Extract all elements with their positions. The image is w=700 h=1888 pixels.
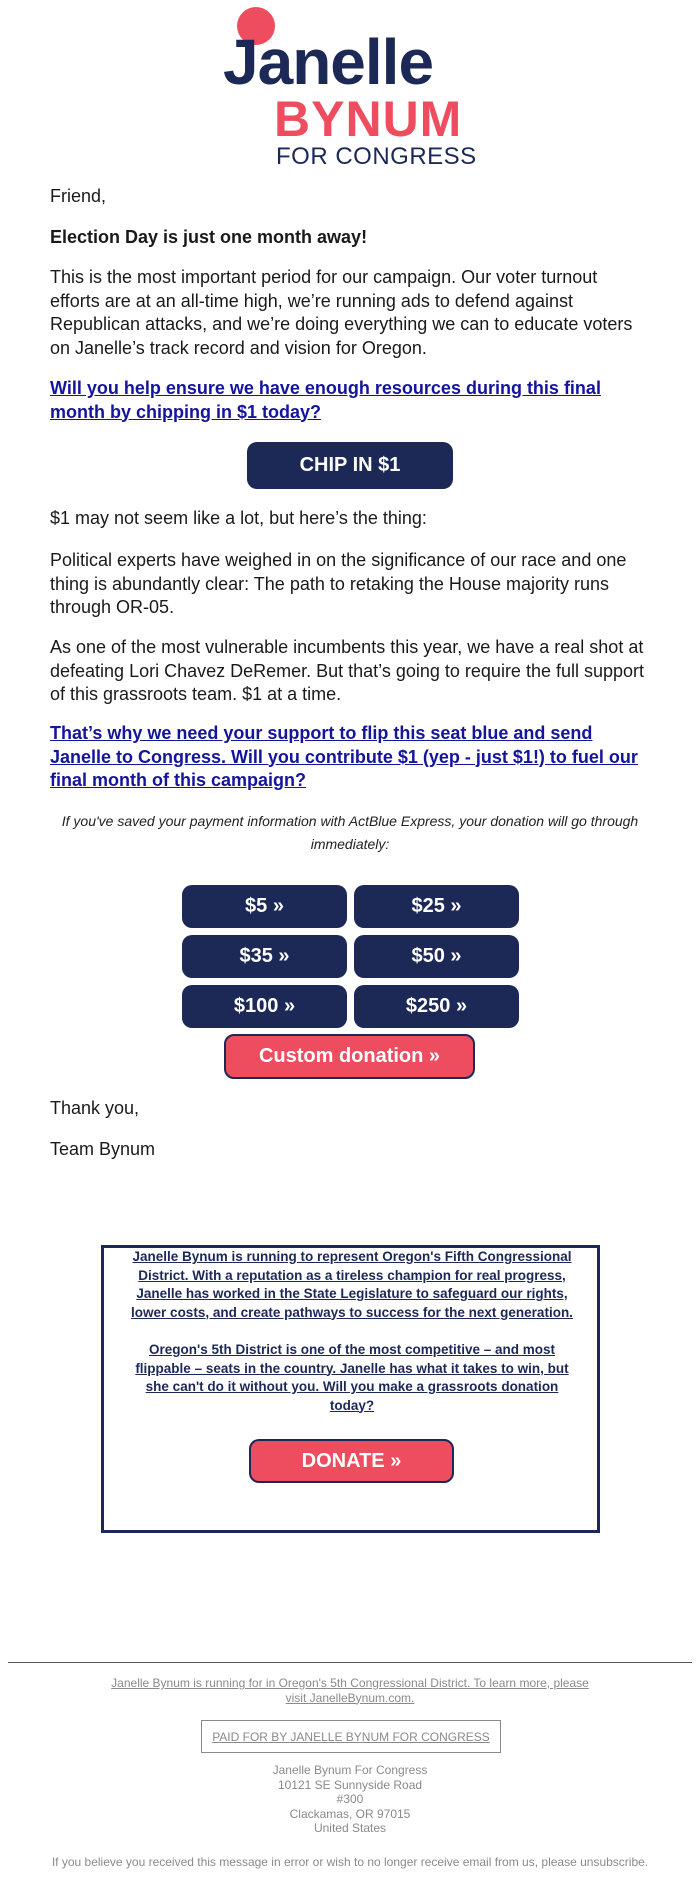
donate-250-button[interactable]: $250 » — [354, 985, 519, 1028]
contribute-link[interactable]: That’s why we need your support to flip this seat blue and send Janelle to Congress. Will you contribute $1 (yep - just $1!) to fuel our final month of this campaign? — [50, 723, 638, 790]
about-box-paragraph-1[interactable]: Janelle Bynum is running to represent Oregon's Fifth Congressional District. With a reputation as a tireless champion for real progress, Janelle has worked in the State Legislature to safeguard our rights, lower costs, and create pathways to success for the next generation. — [131, 1249, 573, 1320]
donate-100-button[interactable]: $100 » — [182, 985, 347, 1028]
thanks: Thank you, — [50, 1098, 140, 1118]
donate-5-button[interactable]: $5 » — [182, 885, 347, 928]
donate-25-button[interactable]: $25 » — [354, 885, 519, 928]
campaign-logo — [0, 0, 700, 175]
logo-last-name: BYNUM — [274, 91, 463, 147]
custom-donation-button[interactable]: Custom donation » — [224, 1034, 475, 1079]
footer-about-link[interactable]: Janelle Bynum is running for in Oregon's 5th Congressional District. To learn more, please visit JanelleBynum.com. — [111, 1676, 589, 1705]
about-box — [101, 1245, 600, 1533]
paid-for-disclaimer: PAID FOR BY JANELLE BYNUM FOR CONGRESS — [201, 1720, 501, 1753]
paragraph-3: Political experts have weighed in on the significance of our race and one thing is abundantly clear: The path to retaking the House majority runs through OR-05. — [50, 550, 627, 617]
footer-divider — [8, 1662, 692, 1663]
address-line: 10121 SE Sunnyside Road — [277, 1777, 423, 1792]
address-line: Janelle Bynum For Congress — [272, 1763, 428, 1777]
signature: Team Bynum — [50, 1139, 156, 1159]
donate-50-button[interactable]: $50 » — [354, 935, 519, 978]
headline: Election Day is just one month away! — [50, 227, 368, 247]
address-line: Clackamas, OR 97015 — [289, 1806, 411, 1821]
logo-first-name: Janelle — [223, 26, 434, 98]
chip-in-button[interactable]: CHIP IN $1 — [247, 442, 453, 489]
chip-in-link[interactable]: Will you help ensure we have enough resources during this final month by chipping in $1 today? — [50, 378, 601, 422]
greeting: Friend, — [50, 186, 107, 206]
paragraph-4: As one of the most vulnerable incumbents this year, we have a real shot at defeating Lori Chavez DeRemer. But that’s going to require the full support of this grassroots team. $1 at a time. — [50, 637, 645, 704]
logo-tagline: FOR CONGRESS — [276, 143, 477, 170]
paragraph-2: $1 may not seem like a lot, but here’s the thing: — [50, 508, 427, 528]
donate-button[interactable]: DONATE » — [249, 1439, 454, 1483]
actblue-express-note: If you've saved your payment information with ActBlue Express, your donation will go through immediately: — [61, 813, 639, 852]
donate-35-button[interactable]: $35 » — [182, 935, 347, 978]
about-box-paragraph-2[interactable]: Oregon's 5th District is one of the most competitive – and most flippable – seats in the country. Janelle has what it takes to win, but she can't do it without you. Will you make a grassroots donation today? — [135, 1342, 569, 1413]
unsubscribe-notice[interactable]: If you believe you received this message in error or wish to no longer receive email from us, please unsubscribe. — [51, 1855, 649, 1869]
intro-paragraph: This is the most important period for our campaign. Our voter turnout efforts are at an all-time high, we’re running ads to defend against Republican attacks, and we’re doing everything we can to educate voters on Janelle’s track record and vision for Oregon. — [50, 267, 633, 358]
address-line: #300 — [336, 1792, 364, 1806]
address-line: United States — [313, 1821, 387, 1835]
